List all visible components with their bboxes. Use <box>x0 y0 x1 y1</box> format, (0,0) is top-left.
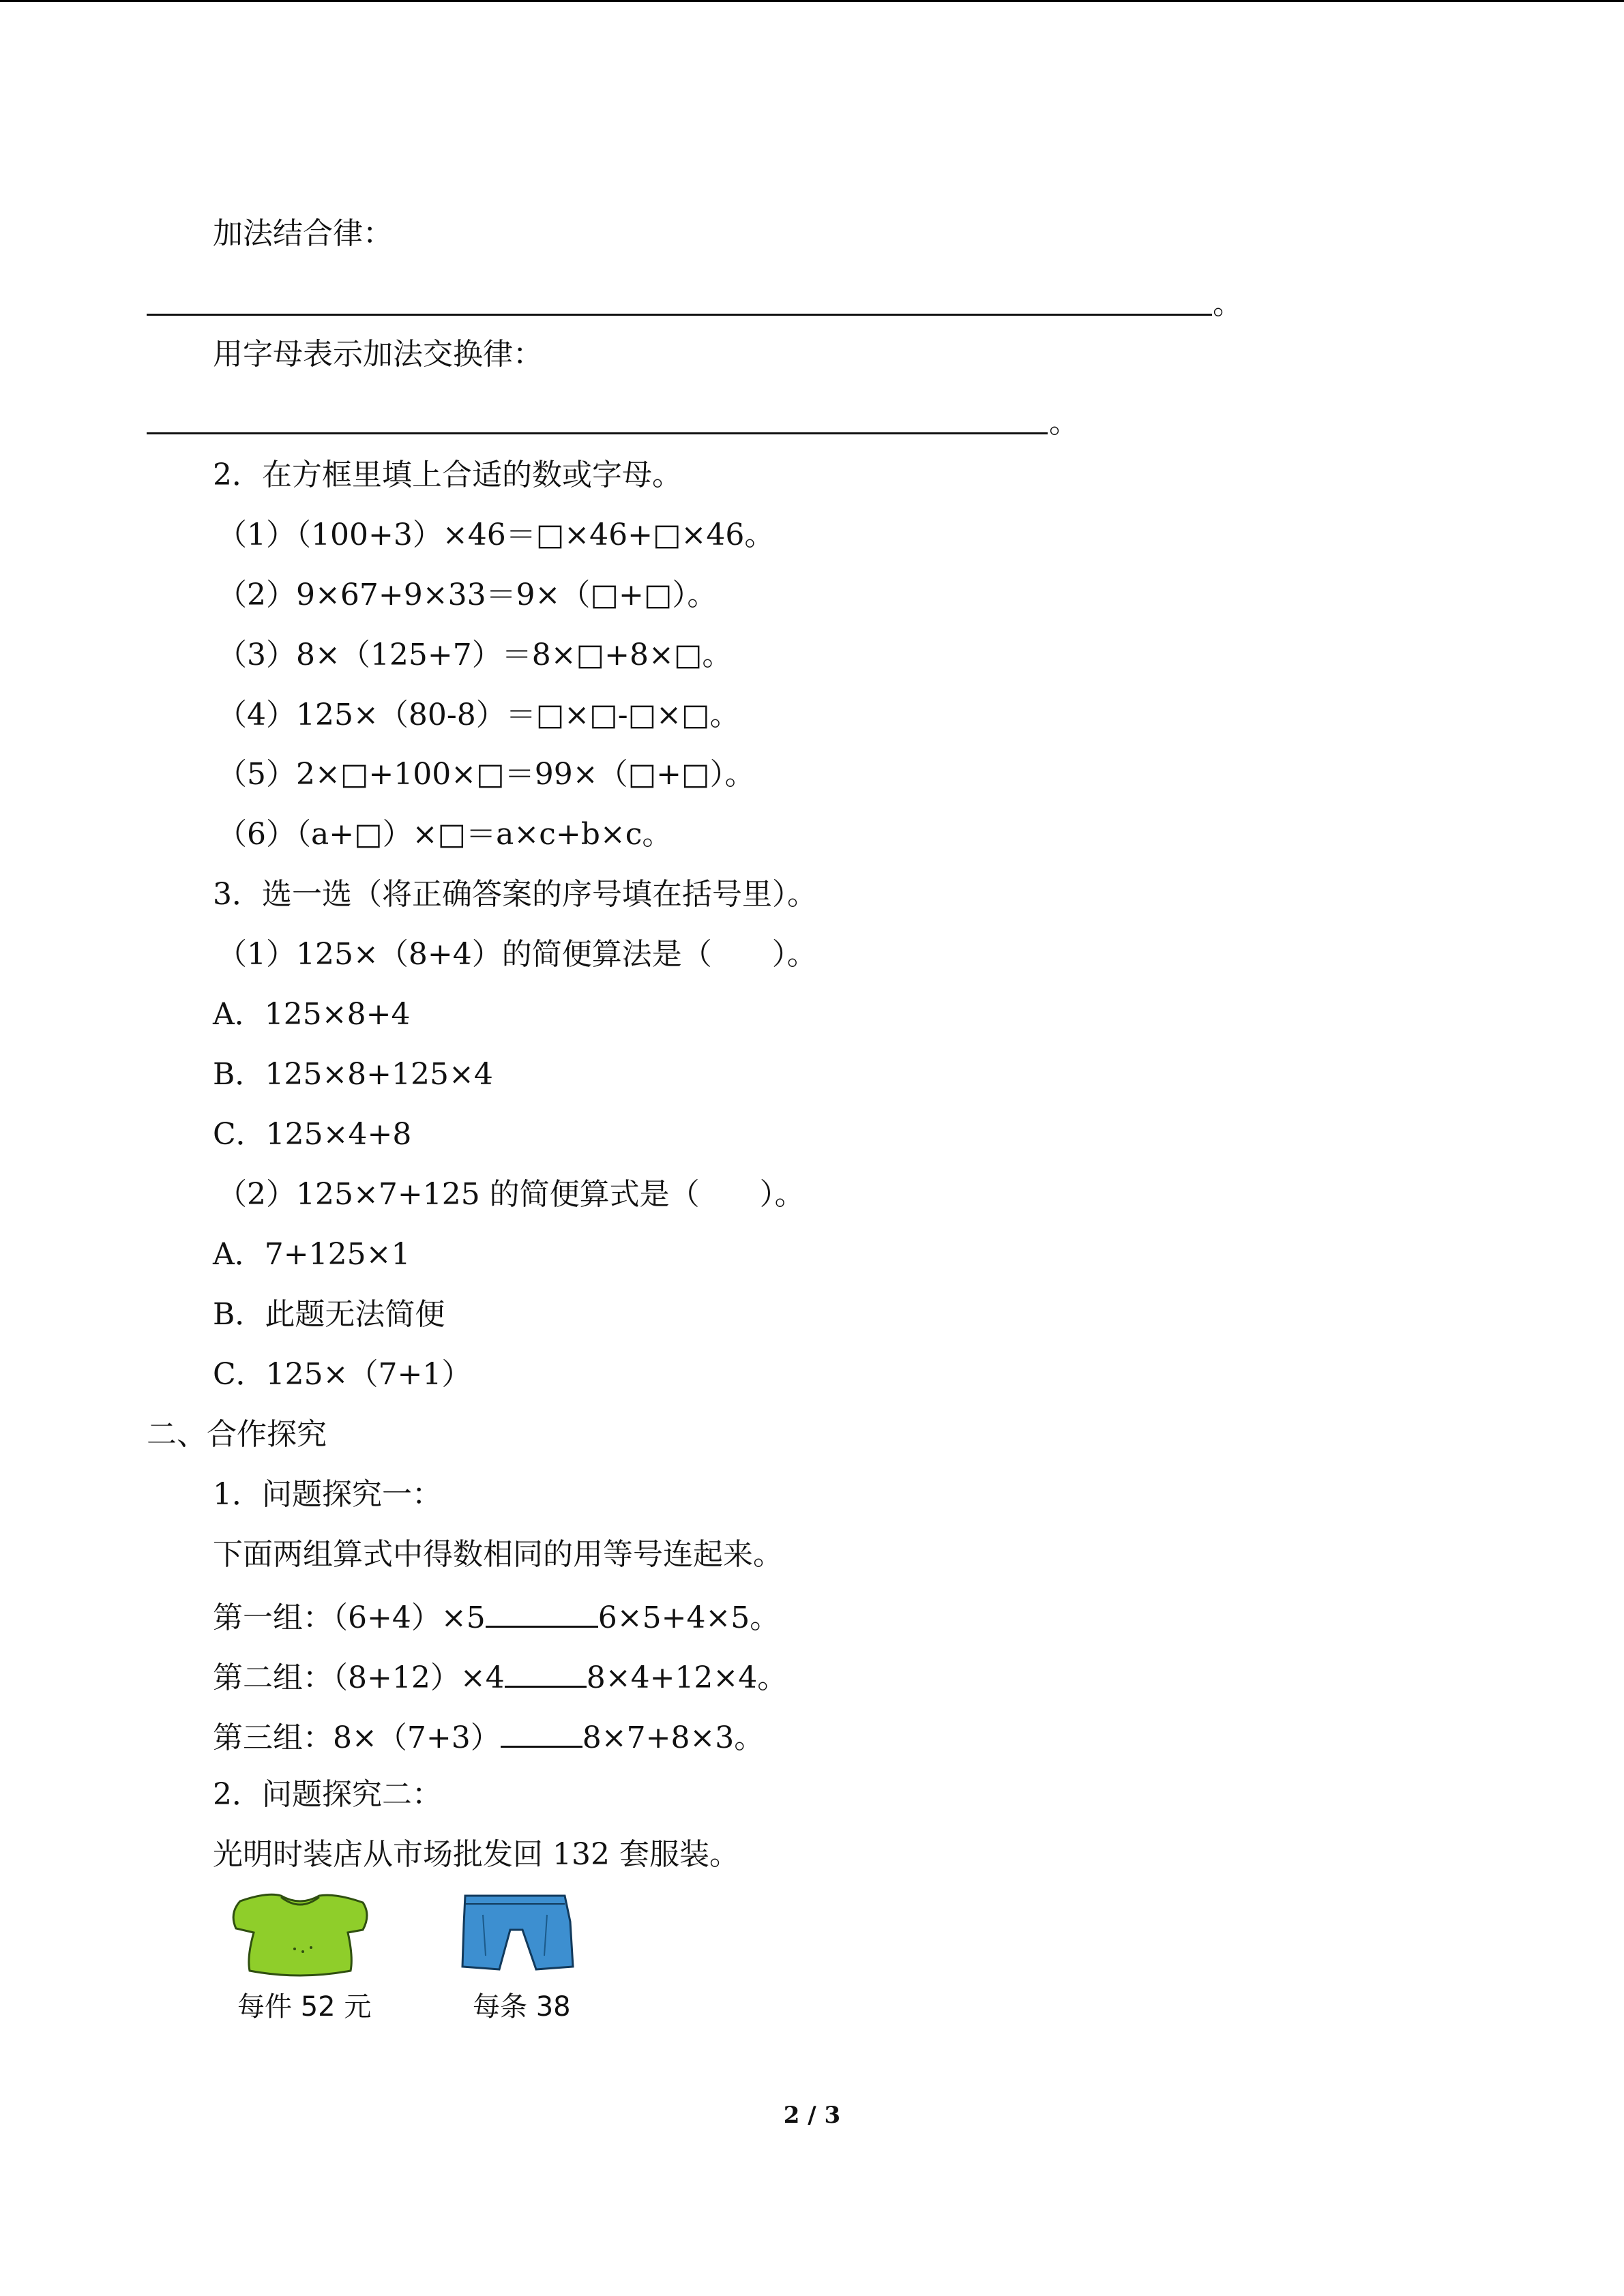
shirt-image <box>226 1889 373 1978</box>
associative-law-label: 加法结合律： <box>213 216 393 251</box>
commutative-law-label: 用字母表示加法交换律： <box>213 337 543 372</box>
q3-sub1-option-c: C．125×4+8 <box>213 1117 412 1152</box>
group-1-right: 6×5+4×5。 <box>597 1600 780 1635</box>
group-2-blank[interactable] <box>505 1656 587 1688</box>
pants-image <box>456 1888 577 1976</box>
q3-sub2-option-b: B．此题无法简便 <box>213 1297 445 1332</box>
q2-item-5: （5）2×□+100×□＝99×（□+□）。 <box>217 757 755 792</box>
group-3-right: 8×7+8×3。 <box>582 1720 765 1755</box>
answer-line-1 <box>147 314 1212 316</box>
q2-title: 2．在方框里填上合适的数或字母。 <box>213 458 682 492</box>
problem-1-instruction: 下面两组算式中得数相同的用等号连起来。 <box>213 1537 783 1572</box>
answer-line-2-end: 。 <box>1049 405 1079 440</box>
problem-1-title: 1．问题探究一： <box>213 1477 442 1512</box>
group-3-row <box>213 1716 764 1757</box>
q3-sub1-option-b: B．125×8+125×4 <box>213 1057 493 1092</box>
pants-caption: 每条 38 <box>473 1991 571 2023</box>
group-2-row <box>213 1656 787 1697</box>
page-top-border <box>0 0 1624 2</box>
group-1-row <box>213 1596 780 1637</box>
q3-sub1-option-a: A．125×8+4 <box>213 997 411 1032</box>
answer-line-1-end: 。 <box>1213 286 1243 321</box>
group-1-blank[interactable] <box>486 1596 598 1628</box>
q2-item-4: （4）125×（80-8）＝□×□-□×□。 <box>217 698 740 732</box>
q2-item-1: （1）（100+3）×46＝□×46+□×46。 <box>217 518 775 552</box>
q3-sub2-option-c: C．125×（7+1） <box>213 1357 472 1392</box>
q2-item-6: （6）（a+□）×□＝a×c+b×c。 <box>217 817 673 852</box>
group-2-right: 8×4+12×4。 <box>586 1660 788 1695</box>
q3-sub2: （2）125×7+125 的简便算式是（ ）。 <box>217 1177 805 1212</box>
q2-item-2: （2）9×67+9×33＝9×（□+□）。 <box>217 578 718 612</box>
part2-heading: 二、合作探究 <box>147 1417 327 1452</box>
q3-sub1: （1）125×（8+4）的简便算法是（ ）。 <box>217 937 817 972</box>
group-3-left: 第三组：8×（7+3） <box>213 1720 501 1755</box>
q2-item-3: （3）8×（125+7）＝8×□+8×□。 <box>217 638 733 672</box>
problem-2-title: 2．问题探究二： <box>213 1777 442 1812</box>
group-3-blank[interactable] <box>501 1716 582 1748</box>
answer-line-2 <box>147 432 1048 434</box>
shirt-caption: 每件 52 元 <box>237 1991 372 2023</box>
q3-sub2-option-a: A．7+125×1 <box>213 1237 411 1272</box>
group-2-left: 第二组：（8+12）×4 <box>213 1660 505 1695</box>
page-number: 2 / 3 <box>783 2102 841 2129</box>
group-1-left: 第一组：（6+4）×5 <box>213 1600 486 1635</box>
q3-title: 3．选一选（将正确答案的序号填在括号里）。 <box>213 877 817 912</box>
problem-2-text: 光明时装店从市场批发回 132 套服装。 <box>213 1837 739 1872</box>
